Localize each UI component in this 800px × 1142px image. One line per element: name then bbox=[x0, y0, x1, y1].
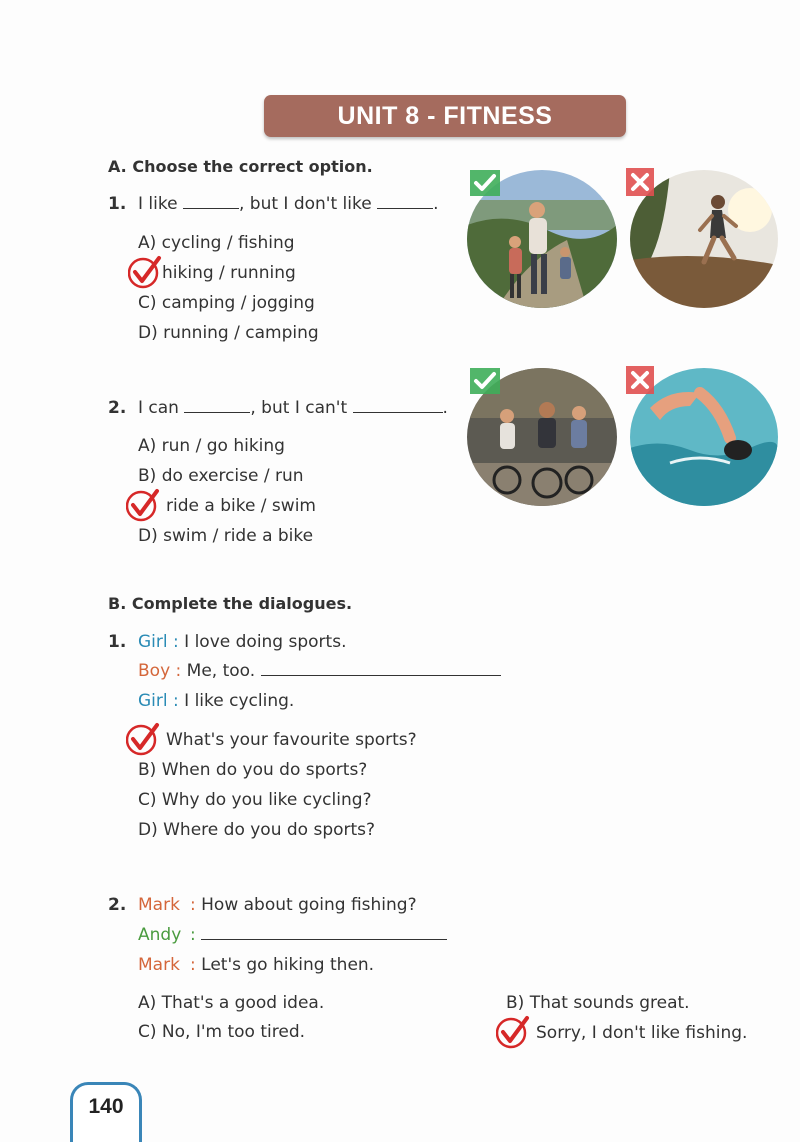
q2-option-a[interactable]: A) run / go hiking bbox=[138, 436, 285, 456]
speaker-mark: Mark bbox=[138, 895, 180, 915]
d1-option-d[interactable]: D) Where do you do sports? bbox=[138, 820, 376, 840]
check-mark-icon bbox=[128, 255, 162, 289]
question-1: 1. I like , but I don't like . bbox=[108, 194, 439, 214]
dialogue-1-line-3: Girl : I like cycling. bbox=[138, 691, 295, 711]
bad-badge-icon bbox=[626, 168, 654, 196]
answer-blank[interactable] bbox=[353, 398, 443, 413]
speaker-andy: Andy bbox=[138, 925, 182, 945]
d1-option-c[interactable]: C) Why do you like cycling? bbox=[138, 790, 372, 810]
page-number: 140 bbox=[88, 1095, 124, 1118]
d2-option-c[interactable]: C) No, I'm too tired. bbox=[138, 1022, 306, 1042]
d1-option-b[interactable]: B) When do you do sports? bbox=[138, 760, 368, 780]
q1-option-d[interactable]: D) running / camping bbox=[138, 323, 319, 343]
answer-blank[interactable] bbox=[261, 661, 501, 676]
speaker-girl: Girl bbox=[138, 632, 168, 652]
d1-option-a[interactable]: What's your favourite sports? bbox=[166, 730, 417, 750]
d2-option-a[interactable]: A) That's a good idea. bbox=[138, 993, 325, 1013]
page-number-tab bbox=[70, 1082, 142, 1142]
unit-title-banner bbox=[264, 95, 626, 137]
dialogue-1-line-1: 1. Girl : I love doing sports. bbox=[108, 632, 347, 652]
good-badge-icon bbox=[468, 366, 502, 396]
q2-option-b[interactable]: B) do exercise / run bbox=[138, 466, 304, 486]
q1-option-b[interactable]: hiking / running bbox=[162, 263, 296, 283]
speaker-mark: Mark bbox=[138, 955, 180, 975]
answer-blank[interactable] bbox=[377, 194, 433, 209]
answer-blank[interactable] bbox=[184, 398, 250, 413]
section-b-heading: B. Complete the dialogues. bbox=[108, 594, 353, 613]
q2-option-c[interactable]: ride a bike / swim bbox=[166, 496, 316, 516]
bad-badge-icon bbox=[626, 366, 654, 394]
check-mark-icon bbox=[126, 488, 160, 522]
speaker-girl: Girl bbox=[138, 691, 168, 711]
d2-option-b[interactable]: B) That sounds great. bbox=[506, 993, 690, 1013]
q2-option-d[interactable]: D) swim / ride a bike bbox=[138, 526, 314, 546]
good-badge-icon bbox=[468, 168, 502, 198]
d2-option-d[interactable]: Sorry, I don't like fishing. bbox=[536, 1023, 748, 1043]
dialogue-2-line-3: Mark : Let's go hiking then. bbox=[138, 955, 375, 975]
q1-option-c[interactable]: C) camping / jogging bbox=[138, 293, 315, 313]
speaker-boy: Boy bbox=[138, 661, 171, 681]
question-2: 2. I can , but I can't . bbox=[108, 398, 448, 418]
check-mark-icon bbox=[126, 722, 160, 756]
check-mark-icon bbox=[496, 1015, 530, 1049]
answer-blank[interactable] bbox=[201, 925, 447, 940]
dialogue-2-line-1: 2. Mark : How about going fishing? bbox=[108, 895, 417, 915]
section-a-heading: A. Choose the correct option. bbox=[108, 157, 373, 176]
q1-option-a[interactable]: A) cycling / fishing bbox=[138, 233, 295, 253]
dialogue-1-line-2: Boy : Me, too. bbox=[138, 661, 501, 681]
unit-title: UNIT 8 - FITNESS bbox=[337, 101, 553, 130]
dialogue-2-line-2: Andy : bbox=[138, 925, 447, 945]
answer-blank[interactable] bbox=[183, 194, 239, 209]
